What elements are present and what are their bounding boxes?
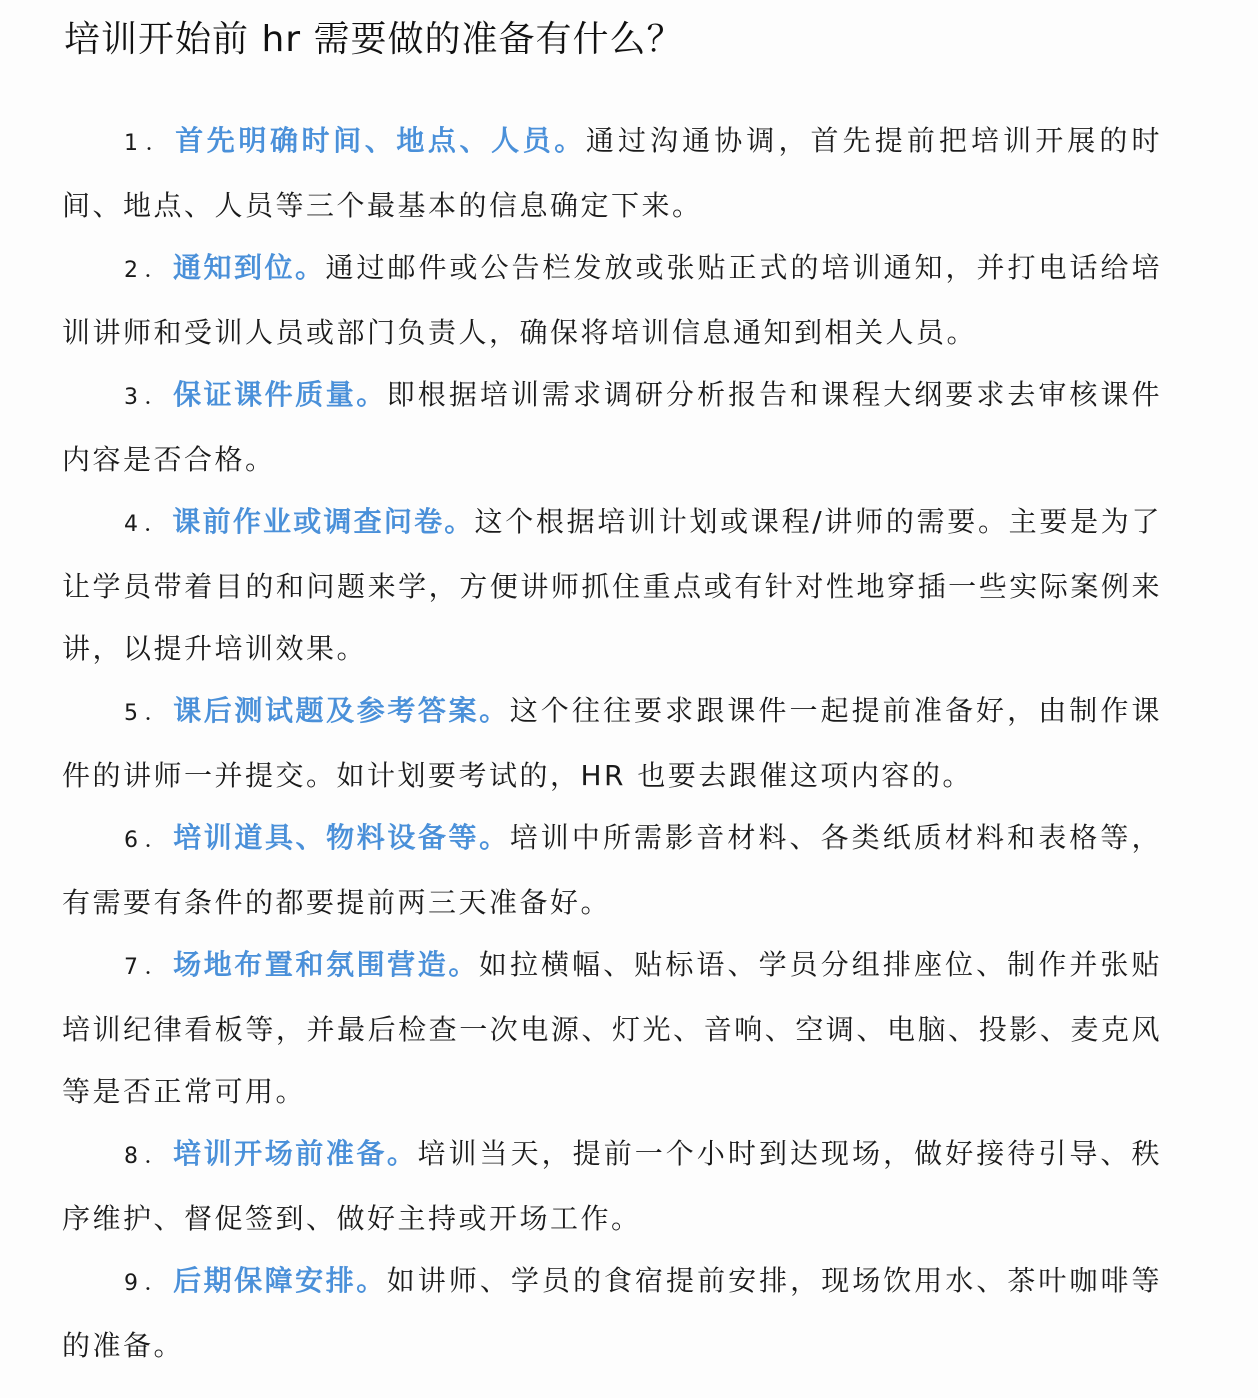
list-item-9 (62, 1250, 1162, 1377)
item-number: 1． (124, 131, 176, 156)
list-item-8 (62, 1123, 1162, 1250)
item-number: 7． (124, 955, 174, 980)
item-heading: 培训开场前准备。 (173, 1137, 418, 1170)
item-heading: 课前作业或调查问卷。 (172, 505, 475, 538)
item-body: 培训中所需影音材料、各类纸质材料和表格等，有需要有条件的都要提前两三天准备好。 (62, 821, 1162, 919)
item-body: 即根据培训需求调研分析报告和课程大纲要求去审核课件内容是否合格。 (62, 378, 1162, 476)
item-number: 3． (124, 385, 174, 410)
item-body: 如讲师、学员的食宿提前安排，现场饮用水、茶叶咖啡等的准备。 (62, 1264, 1162, 1362)
item-heading: 培训道具、物料设备等。 (173, 821, 510, 854)
item-heading: 场地布置和氛围营造。 (173, 948, 479, 981)
page-title: 培训开始前 hr 需要做的准备有什么？ (64, 19, 684, 60)
item-number: 2． (124, 258, 173, 283)
item-body: 这个根据培训计划或课程/讲师的需要。主要是为了让学员带着目的和问题来学，方便讲师抓住重点或有针对性地穿插一些实际案例来讲，以提升培训效果。 (62, 505, 1162, 665)
item-body: 如拉横幅、贴标语、学员分组排座位、制作并张贴培训纪律看板等，并最后检查一次电源、灯光、音响、空调、电脑、投影、麦克风等是否正常可用。 (62, 948, 1162, 1108)
list-item-3 (62, 364, 1162, 491)
item-heading: 通知到位。 (173, 251, 326, 284)
item-number: 9． (124, 1271, 174, 1296)
item-heading: 课后测试题及参考答案。 (173, 694, 510, 727)
item-body: 培训当天，提前一个小时到达现场，做好接待引导、秩序维护、督促签到、做好主持或开场工作。 (62, 1137, 1162, 1235)
item-number: 8． (124, 1144, 174, 1169)
item-body: 通过邮件或公告栏发放或张贴正式的培训通知，并打电话给培训讲师和受训人员或部门负责人，确保将培训信息通知到相关人员。 (62, 251, 1162, 349)
list-item-5 (62, 680, 1162, 807)
list-item-1 (62, 110, 1162, 237)
item-heading: 首先明确时间、地点、人员。 (175, 124, 586, 157)
item-number: 6． (124, 828, 174, 853)
item-body: 通过沟通协调，首先提前把培训开展的时间、地点、人员等三个最基本的信息确定下来。 (62, 124, 1162, 222)
item-number: 4． (124, 512, 173, 537)
list-item-2 (62, 237, 1162, 364)
list-item-7 (62, 934, 1162, 1123)
item-number: 5． (124, 701, 174, 726)
item-body: 这个往往要求跟课件一起提前准备好，由制作课件的讲师一并提交。如计划要考试的，HR 也要去跟催这项内容的。 (62, 694, 1162, 792)
list-item-4 (62, 491, 1162, 680)
item-heading: 保证课件质量。 (173, 378, 387, 411)
list-item-6 (62, 807, 1162, 934)
item-heading: 后期保障安排。 (173, 1264, 387, 1297)
preparation-list (62, 110, 1162, 1377)
